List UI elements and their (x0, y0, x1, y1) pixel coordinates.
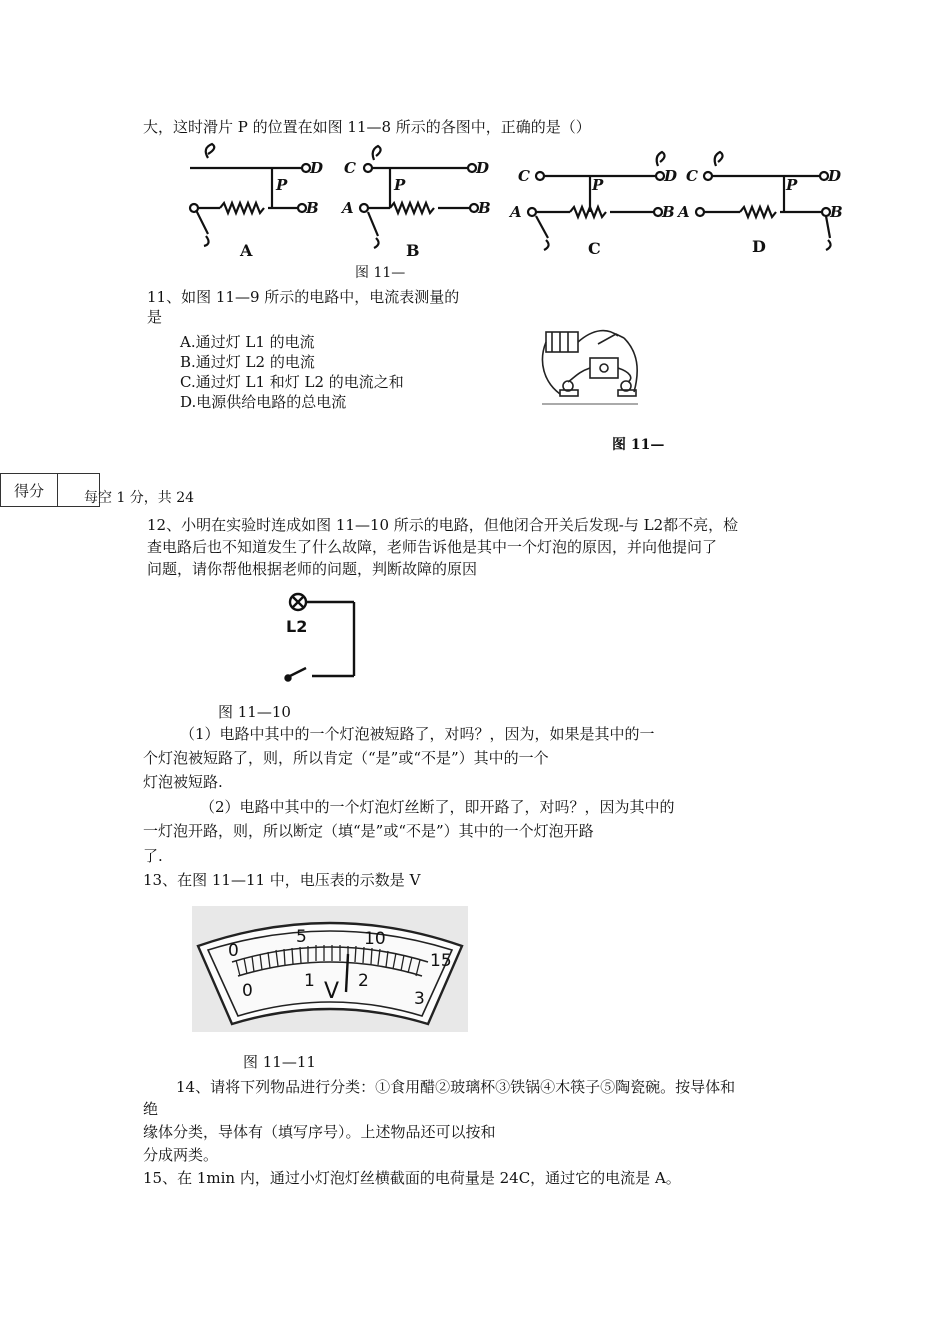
svg-text:A: A (678, 203, 690, 221)
q15-stem: 15、在 1min 内，通过小灯泡灯丝横截面的电荷量是 24C，通过它的电流是 A。 (143, 1169, 681, 1187)
q12-part1-line1: （1）电路中其中的一个灯泡被短路了，对吗？，因为，如果是其中的一 (180, 725, 655, 743)
svg-text:P: P (394, 176, 406, 194)
q12-line3: 问题，请你帮他根据老师的问题，判断故障的原因 (147, 560, 478, 578)
q11-option-b: B.通过灯 L2 的电流 (180, 353, 315, 371)
fig10-lamp-label: L2 (286, 617, 308, 636)
voltmeter-unit: V (324, 979, 340, 1004)
fig8-label-d: D (752, 237, 766, 256)
fig8-label-a: A (240, 241, 253, 260)
svg-text:C: C (686, 167, 698, 185)
q12-part1-line3: 灯泡被短路. (143, 773, 223, 791)
fig9-caption: 图 11— (612, 437, 665, 453)
q10-intro: 大，这时滑片 P 的位置在如图 11—8 所示的各图中，正确的是（） (143, 118, 591, 136)
fig11-caption: 图 11—11 (243, 1053, 316, 1071)
q11-stem-line1: 11、如图 11—9 所示的电路中，电流表测量的 (147, 288, 460, 306)
figure-11-9-circuit (538, 322, 644, 406)
voltmeter-lower-tick-3: 3 (414, 989, 425, 1009)
q12-part2-line3: 了. (143, 847, 163, 865)
svg-text:A: A (342, 199, 354, 217)
q11-option-a: A.通过灯 L1 的电流 (180, 333, 315, 351)
fig8-caption: 图 11— (355, 265, 406, 281)
q14-line1: 14、请将下列物品进行分类：①食用醋②玻璃杯③铁锅④木筷子⑤陶瓷碗。按导体和 (176, 1078, 736, 1096)
svg-text:D: D (476, 159, 490, 177)
svg-text:D: D (310, 159, 324, 177)
q13-stem: 13、在图 11—11 中，电压表的示数是 V (143, 871, 421, 889)
voltmeter-lower-tick-1: 1 (304, 971, 315, 991)
voltmeter-lower-tick-0: 0 (242, 981, 253, 1001)
score-label: 得分 (1, 474, 58, 506)
section-header: 每空 1 分，共 24 (84, 490, 195, 506)
svg-text:P: P (592, 176, 604, 194)
q12-line1: 12、小明在实验时连成如图 11—10 所示的电路，但他闭合开关后发现-与 L2都不亮，检 (147, 516, 739, 534)
q12-part1-line2: 个灯泡被短路了，则，所以肯定（“是”或“不是”）其中的一个 (143, 749, 549, 767)
svg-text:C: C (344, 159, 356, 177)
fig8-label-b: B (406, 241, 420, 260)
svg-text:P: P (276, 176, 288, 194)
q14-line2: 绝 (143, 1100, 159, 1118)
voltmeter-lower-tick-2: 2 (358, 971, 369, 991)
svg-text:B: B (306, 199, 319, 217)
svg-text:B: B (830, 203, 843, 221)
fig8-label-c: C (588, 239, 601, 258)
svg-text:D: D (664, 167, 678, 185)
q12-part2-line1: （2）电路中其中的一个灯泡灯丝断了，即开路了，对吗？，因为其中的 (200, 798, 675, 816)
voltmeter-upper-tick-0: 0 (228, 941, 239, 961)
svg-text:P: P (786, 176, 798, 194)
q14-line3: 缘体分类，导体有（填写序号）。上述物品还可以按和 (143, 1123, 496, 1141)
svg-text:B: B (478, 199, 491, 217)
svg-text:D: D (828, 167, 842, 185)
q12-part2-line2: 一灯泡开路，则，所以断定（填“是”或“不是”）其中的一个灯泡开路 (143, 822, 594, 840)
svg-text:B: B (662, 203, 675, 221)
svg-text:C: C (518, 167, 530, 185)
svg-text:A: A (510, 203, 522, 221)
figure-11-8 (180, 140, 843, 260)
fig10-caption: 图 11—10 (218, 703, 291, 721)
figure-11-10-circuit (276, 588, 360, 688)
voltmeter-upper-tick-10: 10 (364, 929, 386, 949)
q12-line2: 查电路后也不知道发生了什么故障，老师告诉他是其中一个灯泡的原因，并向他提问了 (147, 538, 718, 556)
q11-stem-line2: 是 (147, 308, 163, 326)
q14-line4: 分成两类。 (143, 1146, 219, 1164)
voltmeter-upper-tick-15: 15 (430, 951, 452, 971)
figure-11-11-voltmeter (192, 906, 468, 1032)
q11-option-d: D.电源供给电路的总电流 (180, 393, 347, 411)
q11-option-c: C.通过灯 L1 和灯 L2 的电流之和 (180, 373, 404, 391)
voltmeter-upper-tick-5: 5 (296, 927, 307, 947)
